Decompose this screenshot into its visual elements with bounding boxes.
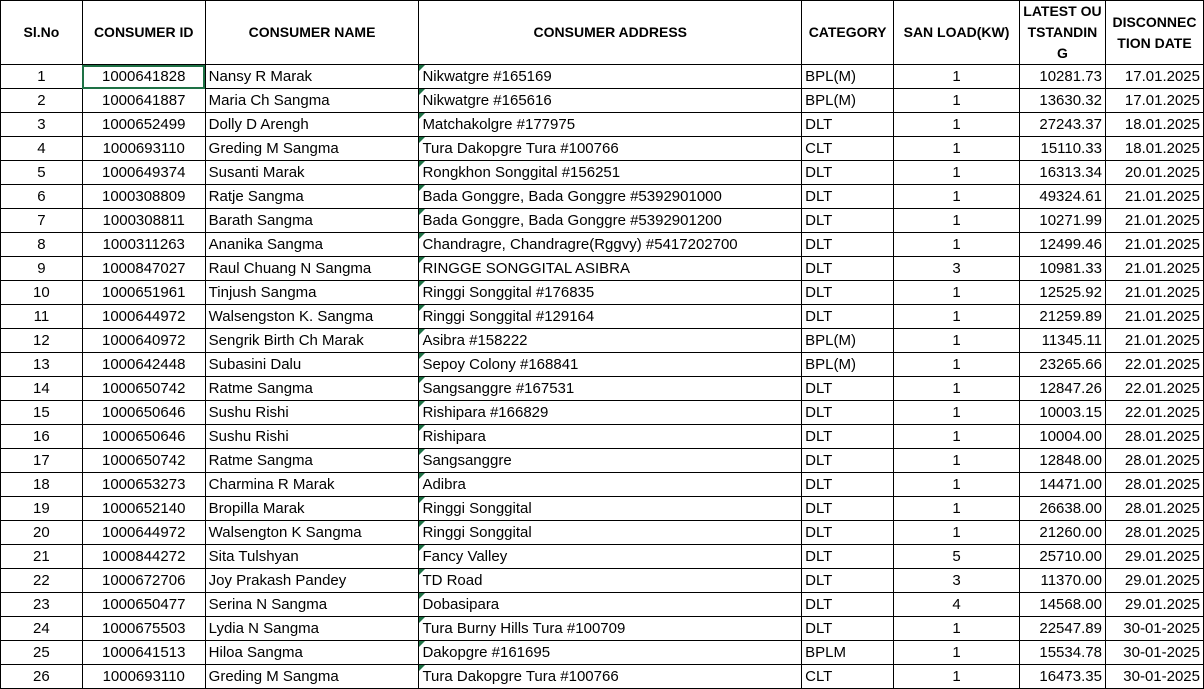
cell-disconnection-date[interactable]: 20.01.2025: [1105, 161, 1203, 185]
cell-consumer-name[interactable]: Subasini Dalu: [205, 353, 419, 377]
cell-consumer-id[interactable]: 1000649374: [82, 161, 205, 185]
cell-consumer-name[interactable]: Nansy R Marak: [205, 65, 419, 89]
table-row[interactable]: [1, 665, 1204, 689]
header-slno[interactable]: Sl.No: [1, 1, 83, 65]
cell-disconnection-date[interactable]: 29.01.2025: [1105, 569, 1203, 593]
cell-latest-outstanding[interactable]: 23265.66: [1019, 353, 1105, 377]
cell-latest-outstanding[interactable]: 12525.92: [1019, 281, 1105, 305]
cell-disconnection-date[interactable]: 28.01.2025: [1105, 473, 1203, 497]
header-san-load[interactable]: SAN LOAD(KW): [894, 1, 1020, 65]
table-row[interactable]: [1, 521, 1204, 545]
cell-san-load[interactable]: 1: [894, 185, 1020, 209]
cell-consumer-id[interactable]: 1000650646: [82, 401, 205, 425]
cell-disconnection-date[interactable]: 28.01.2025: [1105, 497, 1203, 521]
cell-latest-outstanding[interactable]: 11370.00: [1019, 569, 1105, 593]
cell-consumer-id[interactable]: 1000652140: [82, 497, 205, 521]
cell-consumer-name[interactable]: Walsengston K. Sangma: [205, 305, 419, 329]
table-row[interactable]: [1, 401, 1204, 425]
cell-slno[interactable]: 7: [1, 209, 83, 233]
cell-san-load[interactable]: 1: [894, 401, 1020, 425]
cell-latest-outstanding[interactable]: 12847.26: [1019, 377, 1105, 401]
cell-san-load[interactable]: 3: [894, 257, 1020, 281]
cell-disconnection-date[interactable]: 21.01.2025: [1105, 185, 1203, 209]
cell-category[interactable]: BPL(M): [802, 89, 894, 113]
cell-consumer-address[interactable]: Rongkhon Songgital #156251: [419, 161, 802, 185]
cell-consumer-name[interactable]: Raul Chuang N Sangma: [205, 257, 419, 281]
cell-san-load[interactable]: 1: [894, 137, 1020, 161]
cell-consumer-id[interactable]: 1000650742: [82, 449, 205, 473]
cell-latest-outstanding[interactable]: 10004.00: [1019, 425, 1105, 449]
table-body: [1, 65, 1204, 689]
cell-consumer-id[interactable]: 1000308809: [82, 185, 205, 209]
cell-consumer-name[interactable]: Dolly D Arengh: [205, 113, 419, 137]
cell-consumer-address[interactable]: Dakopgre #161695: [419, 641, 802, 665]
cell-category[interactable]: DLT: [802, 569, 894, 593]
header-latest-outstanding[interactable]: [1019, 1, 1105, 65]
cell-consumer-name[interactable]: Greding M Sangma: [205, 137, 419, 161]
cell-consumer-name[interactable]: Barath Sangma: [205, 209, 419, 233]
cell-category[interactable]: CLT: [802, 665, 894, 689]
cell-consumer-address[interactable]: Ringgi Songgital: [419, 497, 802, 521]
cell-san-load[interactable]: 4: [894, 593, 1020, 617]
cell-slno[interactable]: 3: [1, 113, 83, 137]
cell-consumer-address[interactable]: Tura Dakopgre Tura #100766: [419, 137, 802, 161]
cell-category[interactable]: BPLM: [802, 641, 894, 665]
cell-consumer-address[interactable]: TD Road: [419, 569, 802, 593]
cell-latest-outstanding[interactable]: 21260.00: [1019, 521, 1105, 545]
table-row[interactable]: [1, 161, 1204, 185]
cell-consumer-address[interactable]: Nikwatgre #165169: [419, 65, 802, 89]
cell-consumer-id[interactable]: 1000675503: [82, 617, 205, 641]
table-row[interactable]: [1, 449, 1204, 473]
cell-consumer-id[interactable]: 1000308811: [82, 209, 205, 233]
cell-san-load[interactable]: 1: [894, 113, 1020, 137]
table-row[interactable]: [1, 209, 1204, 233]
cell-san-load[interactable]: 5: [894, 545, 1020, 569]
table-row[interactable]: [1, 305, 1204, 329]
cell-category[interactable]: DLT: [802, 497, 894, 521]
cell-san-load[interactable]: 1: [894, 89, 1020, 113]
cell-disconnection-date[interactable]: 21.01.2025: [1105, 233, 1203, 257]
cell-latest-outstanding[interactable]: 10271.99: [1019, 209, 1105, 233]
table-row[interactable]: [1, 257, 1204, 281]
cell-consumer-id[interactable]: 1000641828: [82, 65, 205, 89]
cell-consumer-id[interactable]: 1000641513: [82, 641, 205, 665]
cell-consumer-id[interactable]: 1000672706: [82, 569, 205, 593]
header-disconnection-date-text: DISCONNECTION DATE: [1112, 13, 1197, 51]
cell-latest-outstanding[interactable]: 11345.11: [1019, 329, 1105, 353]
table-row[interactable]: [1, 137, 1204, 161]
cell-latest-outstanding[interactable]: 12499.46: [1019, 233, 1105, 257]
cell-latest-outstanding[interactable]: 16313.34: [1019, 161, 1105, 185]
cell-consumer-name[interactable]: Walsengton K Sangma: [205, 521, 419, 545]
cell-san-load[interactable]: 1: [894, 521, 1020, 545]
cell-san-load[interactable]: 1: [894, 329, 1020, 353]
cell-disconnection-date[interactable]: 22.01.2025: [1105, 377, 1203, 401]
cell-san-load[interactable]: 1: [894, 641, 1020, 665]
table-row[interactable]: [1, 641, 1204, 665]
cell-category[interactable]: DLT: [802, 473, 894, 497]
cell-consumer-name[interactable]: Hiloa Sangma: [205, 641, 419, 665]
cell-consumer-name[interactable]: Sushu Rishi: [205, 425, 419, 449]
cell-slno[interactable]: 5: [1, 161, 83, 185]
cell-san-load[interactable]: 1: [894, 281, 1020, 305]
cell-san-load[interactable]: 1: [894, 473, 1020, 497]
cell-category[interactable]: DLT: [802, 305, 894, 329]
table-row[interactable]: [1, 617, 1204, 641]
cell-slno[interactable]: 23: [1, 593, 83, 617]
cell-latest-outstanding[interactable]: 15110.33: [1019, 137, 1105, 161]
header-consumer-address[interactable]: CONSUMER ADDRESS: [419, 1, 802, 65]
cell-disconnection-date[interactable]: 28.01.2025: [1105, 449, 1203, 473]
cell-latest-outstanding[interactable]: 14568.00: [1019, 593, 1105, 617]
cell-san-load[interactable]: 1: [894, 161, 1020, 185]
cell-consumer-name[interactable]: Joy Prakash Pandey: [205, 569, 419, 593]
cell-category[interactable]: DLT: [802, 377, 894, 401]
cell-disconnection-date[interactable]: 30-01-2025: [1105, 665, 1203, 689]
cell-san-load[interactable]: 1: [894, 377, 1020, 401]
cell-disconnection-date[interactable]: 29.01.2025: [1105, 545, 1203, 569]
cell-consumer-name[interactable]: Greding M Sangma: [205, 665, 419, 689]
cell-san-load[interactable]: 1: [894, 65, 1020, 89]
cell-consumer-id[interactable]: 1000847027: [82, 257, 205, 281]
cell-disconnection-date[interactable]: 22.01.2025: [1105, 353, 1203, 377]
cell-san-load[interactable]: 1: [894, 617, 1020, 641]
cell-disconnection-date[interactable]: 21.01.2025: [1105, 209, 1203, 233]
table-row[interactable]: [1, 281, 1204, 305]
cell-slno[interactable]: 11: [1, 305, 83, 329]
cell-disconnection-date[interactable]: 21.01.2025: [1105, 257, 1203, 281]
cell-consumer-name[interactable]: Ratme Sangma: [205, 377, 419, 401]
cell-latest-outstanding[interactable]: 25710.00: [1019, 545, 1105, 569]
table-row[interactable]: [1, 497, 1204, 521]
header-row: [1, 1, 1204, 65]
cell-disconnection-date[interactable]: 28.01.2025: [1105, 425, 1203, 449]
cell-consumer-id[interactable]: 1000650477: [82, 593, 205, 617]
table-row[interactable]: [1, 89, 1204, 113]
cell-category[interactable]: DLT: [802, 401, 894, 425]
cell-disconnection-date[interactable]: 17.01.2025: [1105, 65, 1203, 89]
cell-slno[interactable]: 15: [1, 401, 83, 425]
header-consumer-name[interactable]: CONSUMER NAME: [205, 1, 419, 65]
cell-disconnection-date[interactable]: 29.01.2025: [1105, 593, 1203, 617]
cell-category[interactable]: BPL(M): [802, 353, 894, 377]
cell-slno[interactable]: 25: [1, 641, 83, 665]
table-row[interactable]: [1, 377, 1204, 401]
cell-consumer-address[interactable]: Sangsanggre #167531: [419, 377, 802, 401]
cell-category[interactable]: DLT: [802, 449, 894, 473]
cell-slno[interactable]: 1: [1, 65, 83, 89]
cell-consumer-id[interactable]: 1000644972: [82, 305, 205, 329]
cell-consumer-id[interactable]: 1000640972: [82, 329, 205, 353]
cell-consumer-address[interactable]: Rishipara: [419, 425, 802, 449]
cell-latest-outstanding[interactable]: 26638.00: [1019, 497, 1105, 521]
cell-disconnection-date[interactable]: 21.01.2025: [1105, 329, 1203, 353]
cell-consumer-address[interactable]: Dobasipara: [419, 593, 802, 617]
cell-latest-outstanding[interactable]: 14471.00: [1019, 473, 1105, 497]
cell-disconnection-date[interactable]: 22.01.2025: [1105, 401, 1203, 425]
table-row[interactable]: [1, 425, 1204, 449]
table-row[interactable]: [1, 569, 1204, 593]
cell-consumer-name[interactable]: Maria Ch Sangma: [205, 89, 419, 113]
table-row[interactable]: [1, 233, 1204, 257]
cell-category[interactable]: DLT: [802, 209, 894, 233]
header-category[interactable]: CATEGORY: [802, 1, 894, 65]
cell-consumer-name[interactable]: Lydia N Sangma: [205, 617, 419, 641]
cell-consumer-address[interactable]: Ringgi Songgital #129164: [419, 305, 802, 329]
cell-latest-outstanding[interactable]: 27243.37: [1019, 113, 1105, 137]
cell-consumer-address[interactable]: Bada Gonggre, Bada Gonggre #5392901200: [419, 209, 802, 233]
cell-consumer-id[interactable]: 1000644972: [82, 521, 205, 545]
cell-slno[interactable]: 20: [1, 521, 83, 545]
cell-consumer-address[interactable]: Asibra #158222: [419, 329, 802, 353]
cell-consumer-id[interactable]: 1000642448: [82, 353, 205, 377]
table-row[interactable]: [1, 329, 1204, 353]
cell-consumer-id[interactable]: 1000650646: [82, 425, 205, 449]
cell-consumer-name[interactable]: Ratme Sangma: [205, 449, 419, 473]
cell-latest-outstanding[interactable]: 10981.33: [1019, 257, 1105, 281]
cell-san-load[interactable]: 1: [894, 233, 1020, 257]
table-row[interactable]: [1, 593, 1204, 617]
cell-category[interactable]: DLT: [802, 161, 894, 185]
cell-consumer-name[interactable]: Sengrik Birth Ch Marak: [205, 329, 419, 353]
cell-slno[interactable]: 24: [1, 617, 83, 641]
cell-slno[interactable]: 8: [1, 233, 83, 257]
cell-disconnection-date[interactable]: 21.01.2025: [1105, 305, 1203, 329]
cell-consumer-address[interactable]: Tura Burny Hills Tura #100709: [419, 617, 802, 641]
cell-slno[interactable]: 6: [1, 185, 83, 209]
table-row[interactable]: [1, 185, 1204, 209]
cell-consumer-id[interactable]: 1000844272: [82, 545, 205, 569]
cell-disconnection-date[interactable]: 18.01.2025: [1105, 113, 1203, 137]
cell-consumer-name[interactable]: Sushu Rishi: [205, 401, 419, 425]
cell-consumer-address[interactable]: Adibra: [419, 473, 802, 497]
cell-consumer-address[interactable]: Tura Dakopgre Tura #100766: [419, 665, 802, 689]
cell-category[interactable]: BPL(M): [802, 65, 894, 89]
cell-category[interactable]: DLT: [802, 281, 894, 305]
cell-latest-outstanding[interactable]: 10003.15: [1019, 401, 1105, 425]
cell-consumer-id[interactable]: 1000311263: [82, 233, 205, 257]
cell-category[interactable]: DLT: [802, 113, 894, 137]
cell-consumer-id[interactable]: 1000650742: [82, 377, 205, 401]
cell-consumer-name[interactable]: Serina N Sangma: [205, 593, 419, 617]
cell-san-load[interactable]: 3: [894, 569, 1020, 593]
cell-consumer-address[interactable]: Ringgi Songgital #176835: [419, 281, 802, 305]
cell-slno[interactable]: 9: [1, 257, 83, 281]
cell-category[interactable]: DLT: [802, 521, 894, 545]
cell-consumer-name[interactable]: Ananika Sangma: [205, 233, 419, 257]
cell-san-load[interactable]: 1: [894, 449, 1020, 473]
cell-category[interactable]: DLT: [802, 617, 894, 641]
cell-latest-outstanding[interactable]: 10281.73: [1019, 65, 1105, 89]
cell-san-load[interactable]: 1: [894, 209, 1020, 233]
cell-consumer-name[interactable]: Tinjush Sangma: [205, 281, 419, 305]
cell-disconnection-date[interactable]: 21.01.2025: [1105, 281, 1203, 305]
cell-category[interactable]: DLT: [802, 425, 894, 449]
cell-category[interactable]: CLT: [802, 137, 894, 161]
cell-disconnection-date[interactable]: 18.01.2025: [1105, 137, 1203, 161]
cell-consumer-address[interactable]: Bada Gonggre, Bada Gonggre #5392901000: [419, 185, 802, 209]
cell-latest-outstanding[interactable]: 12848.00: [1019, 449, 1105, 473]
cell-consumer-address[interactable]: Nikwatgre #165616: [419, 89, 802, 113]
cell-consumer-address[interactable]: Sangsanggre: [419, 449, 802, 473]
cell-san-load[interactable]: 1: [894, 665, 1020, 689]
cell-consumer-address[interactable]: Chandragre, Chandragre(Rggvy) #5417202700: [419, 233, 802, 257]
cell-slno[interactable]: 22: [1, 569, 83, 593]
cell-consumer-address[interactable]: Matchakolgre #177975: [419, 113, 802, 137]
cell-consumer-name[interactable]: Bropilla Marak: [205, 497, 419, 521]
cell-consumer-address[interactable]: Sepoy Colony #168841: [419, 353, 802, 377]
cell-consumer-name[interactable]: Charmina R Marak: [205, 473, 419, 497]
cell-category[interactable]: DLT: [802, 185, 894, 209]
cell-latest-outstanding[interactable]: 15534.78: [1019, 641, 1105, 665]
cell-slno[interactable]: 10: [1, 281, 83, 305]
cell-slno[interactable]: 18: [1, 473, 83, 497]
cell-consumer-name[interactable]: Sita Tulshyan: [205, 545, 419, 569]
cell-consumer-id[interactable]: 1000641887: [82, 89, 205, 113]
cell-slno[interactable]: 17: [1, 449, 83, 473]
header-disconnection-date[interactable]: [1105, 1, 1203, 65]
cell-slno[interactable]: 21: [1, 545, 83, 569]
cell-latest-outstanding[interactable]: 49324.61: [1019, 185, 1105, 209]
cell-consumer-name[interactable]: Ratje Sangma: [205, 185, 419, 209]
cell-slno[interactable]: 2: [1, 89, 83, 113]
cell-slno[interactable]: 13: [1, 353, 83, 377]
cell-consumer-id[interactable]: 1000653273: [82, 473, 205, 497]
cell-latest-outstanding[interactable]: 16473.35: [1019, 665, 1105, 689]
header-latest-outstanding-text: LATEST OUTSTANDING: [1023, 3, 1102, 61]
cell-san-load[interactable]: 1: [894, 497, 1020, 521]
cell-slno[interactable]: 4: [1, 137, 83, 161]
table-row[interactable]: [1, 113, 1204, 137]
cell-consumer-address[interactable]: RINGGE SONGGITAL ASIBRA: [419, 257, 802, 281]
cell-consumer-name[interactable]: Susanti Marak: [205, 161, 419, 185]
cell-category[interactable]: DLT: [802, 233, 894, 257]
cell-slno[interactable]: 19: [1, 497, 83, 521]
cell-latest-outstanding[interactable]: 13630.32: [1019, 89, 1105, 113]
cell-category[interactable]: DLT: [802, 593, 894, 617]
table-row[interactable]: [1, 65, 1204, 89]
cell-consumer-id[interactable]: 1000693110: [82, 665, 205, 689]
cell-consumer-address[interactable]: Ringgi Songgital: [419, 521, 802, 545]
cell-slno[interactable]: 16: [1, 425, 83, 449]
cell-category[interactable]: BPL(M): [802, 329, 894, 353]
cell-disconnection-date[interactable]: 30-01-2025: [1105, 641, 1203, 665]
table-row[interactable]: [1, 473, 1204, 497]
cell-slno[interactable]: 26: [1, 665, 83, 689]
table-row[interactable]: [1, 353, 1204, 377]
cell-consumer-id[interactable]: 1000652499: [82, 113, 205, 137]
cell-latest-outstanding[interactable]: 21259.89: [1019, 305, 1105, 329]
cell-slno[interactable]: 14: [1, 377, 83, 401]
header-consumer-id[interactable]: CONSUMER ID: [82, 1, 205, 65]
cell-san-load[interactable]: 1: [894, 425, 1020, 449]
cell-latest-outstanding[interactable]: 22547.89: [1019, 617, 1105, 641]
cell-category[interactable]: DLT: [802, 257, 894, 281]
cell-slno[interactable]: 12: [1, 329, 83, 353]
cell-san-load[interactable]: 1: [894, 305, 1020, 329]
cell-san-load[interactable]: 1: [894, 353, 1020, 377]
cell-consumer-address[interactable]: Rishipara #166829: [419, 401, 802, 425]
cell-disconnection-date[interactable]: 30-01-2025: [1105, 617, 1203, 641]
cell-consumer-id[interactable]: 1000651961: [82, 281, 205, 305]
cell-consumer-address[interactable]: Fancy Valley: [419, 545, 802, 569]
cell-disconnection-date[interactable]: 17.01.2025: [1105, 89, 1203, 113]
cell-category[interactable]: DLT: [802, 545, 894, 569]
cell-disconnection-date[interactable]: 28.01.2025: [1105, 521, 1203, 545]
table-row[interactable]: [1, 545, 1204, 569]
cell-consumer-id[interactable]: 1000693110: [82, 137, 205, 161]
